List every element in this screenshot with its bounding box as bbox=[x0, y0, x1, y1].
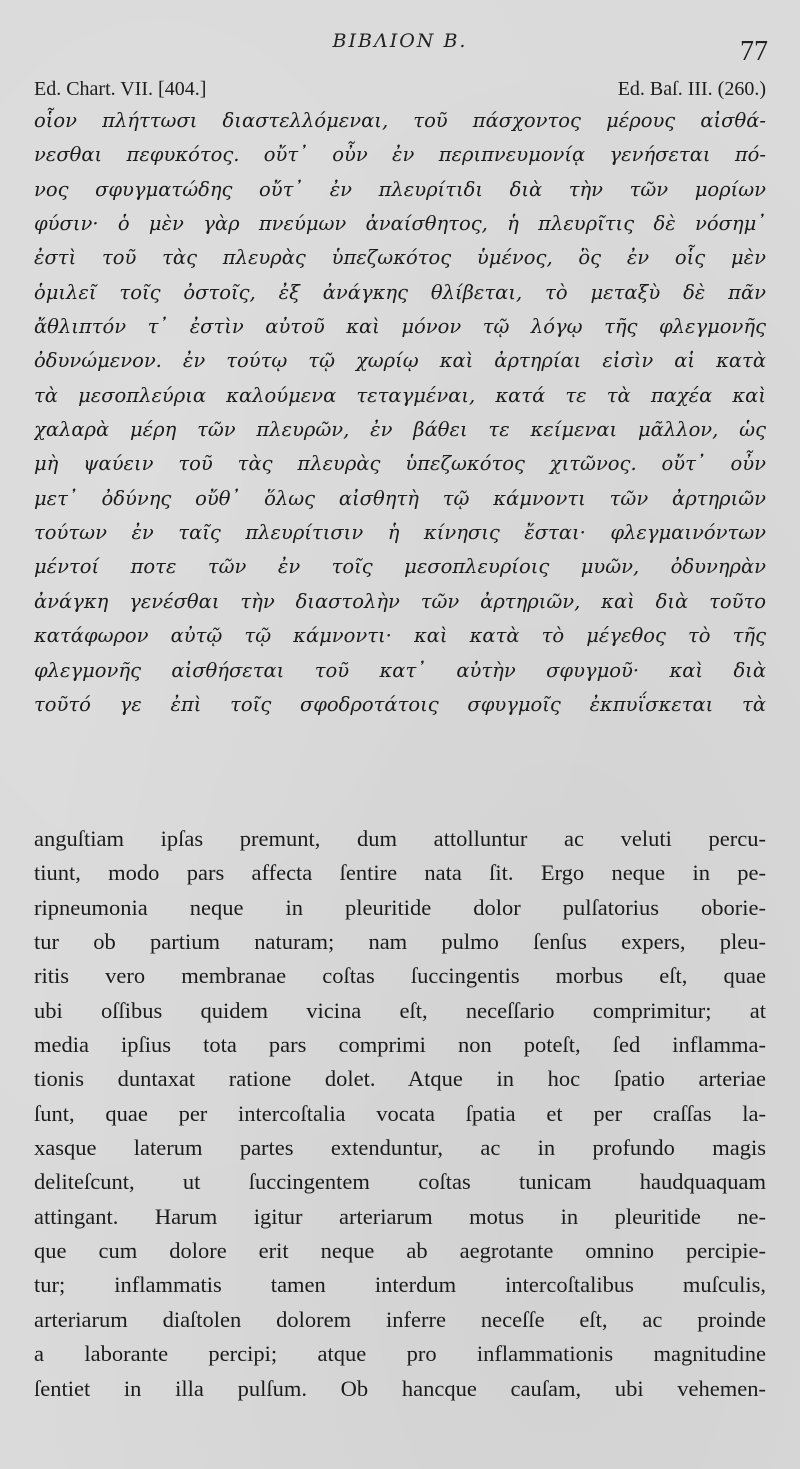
latin-line: ripneumonia neque in pleuritide dolor pulſatorius oborie- bbox=[34, 894, 766, 920]
greek-line: μετ᾽ ὀδύνης οὔθ᾽ ὅλως αἰσθητὴ τῷ κάμνοντι τῶν ἀρτηριῶν bbox=[34, 486, 766, 510]
latin-line: anguſtiam ipſas premunt, dum attolluntur ac veluti percu- bbox=[34, 826, 766, 851]
greek-line: ἀνάγκη γενέσθαι τὴν διαστολὴν τῶν ἀρτηριῶν, καὶ διὰ τοῦτο bbox=[34, 589, 766, 613]
edition-references bbox=[34, 78, 766, 106]
latin-line: arteriarum diaſtolen dolorem inferre neceſſe eſt, ac proinde bbox=[34, 1306, 766, 1332]
latin-line: que cum dolore erit neque ab aegrotante omnino percipie- bbox=[34, 1238, 766, 1264]
greek-line: ὁμιλεῖ τοῖς ὀστοῖς, ἐξ ἀνάγκης θλίβεται, τὸ μεταξὺ δὲ πᾶν bbox=[34, 280, 766, 304]
latin-line: ſunt, quae per intercoſtalia vocata ſpatia et per craſſas la- bbox=[34, 1100, 766, 1126]
latin-line: attingant. Harum igitur arteriarum motus in pleuritide ne- bbox=[34, 1203, 766, 1229]
greek-line: κατάφωρον αὐτῷ τῷ κάμνοντι· καὶ κατὰ τὸ μέγεθος τὸ τῆς bbox=[34, 624, 766, 648]
greek-line: φλεγμονῆς αἰσθήσεται τοῦ κατ᾽ αὐτὴν σφυγμοῦ· καὶ διὰ bbox=[34, 658, 766, 682]
latin-text-block bbox=[34, 822, 766, 1406]
running-title: ΒΙΒΛΙΟΝ Β. bbox=[332, 30, 468, 52]
latin-line: media ipſius tota pars comprimi non poteſt, ſed inflamma- bbox=[34, 1032, 766, 1058]
latin-line: tionis duntaxat ratione dolet. Atque in hoc ſpatio arteriae bbox=[34, 1066, 766, 1092]
latin-line: ritis vero membranae coſtas ſuccingentis morbus eſt, quae bbox=[34, 963, 766, 989]
latin-line: ſentiet in illa pulſum. Ob hancque cauſam, ubi vehemen- bbox=[34, 1375, 766, 1401]
greek-line: μέντοί ποτε τῶν ἐν τοῖς μεσοπλευρίοις μυῶν, ὀδυνηρὰν bbox=[34, 555, 766, 579]
latin-line: tur; inflammatis tamen interdum intercoſtalibus muſculis, bbox=[34, 1272, 766, 1298]
greek-line: τούτων ἐν ταῖς πλευρίτισιν ἡ κίνησις ἔσται· φλεγμαινόντων bbox=[34, 521, 766, 545]
latin-line: tiunt, modo pars affecta ſentire nata ſit. Ergo neque in pe- bbox=[34, 860, 766, 886]
latin-line: a laborante percipi; atque pro inflammationis magnitudine bbox=[34, 1341, 766, 1367]
greek-line: οἷον πλήττωσι διαστελλόμεναι, τοῦ πάσχοντος μέρους αἰσθά- bbox=[34, 109, 766, 132]
latin-line: xasque laterum partes extenduntur, ac in profundo magis bbox=[34, 1135, 766, 1161]
greek-line: μὴ ψαύειν τοῦ τὰς πλευρὰς ὑπεζωκότος χιτῶνος. οὔτ᾽ οὖν bbox=[34, 452, 766, 476]
greek-line: νεσθαι πεφυκότος. οὔτ᾽ οὖν ἐν περιπνευμονίᾳ γενήσεται πό- bbox=[34, 143, 766, 167]
greek-line: φύσιν· ὁ μὲν γὰρ πνεύμων ἀναίσθητος, ἡ πλευρῖτις δὲ νόσημ᾽ bbox=[34, 212, 766, 236]
edition-reference-basel: Ed. Baſ. III. (260.) bbox=[617, 78, 766, 100]
latin-line: ubi oſſibus quidem vicina eſt, neceſſario comprimitur; at bbox=[34, 997, 766, 1023]
greek-line: ὀδυνώμενον. ἐν τούτῳ τῷ χωρίῳ καὶ ἀρτηρίαι εἰσὶν αἱ κατὰ bbox=[34, 349, 766, 373]
latin-line: tur ob partium naturam; nam pulmo ſenſus expers, pleu- bbox=[34, 929, 766, 955]
greek-line: τοῦτό γε ἐπὶ τοῖς σφοδροτάτοις σφυγμοῖς ἐκπυΐσκεται τὰ bbox=[34, 692, 766, 716]
greek-line: χαλαρὰ μέρη τῶν πλευρῶν, ἐν βάθει τε κείμεναι μᾶλλον, ὡς bbox=[34, 418, 766, 442]
edition-reference-chart: Ed. Chart. VII. [404.] bbox=[34, 78, 207, 100]
page-number: 77 bbox=[740, 36, 768, 67]
latin-line: deliteſcunt, ut ſuccingentem coſtas tunicam haudquaquam bbox=[34, 1169, 766, 1195]
greek-line: νος σφυγματώδης οὔτ᾽ ἐν πλευρίτιδι διὰ τὴν τῶν μορίων bbox=[34, 177, 766, 201]
greek-line: τὰ μεσοπλεύρια καλούμενα τεταγμέναι, κατά τε τὰ παχέα καὶ bbox=[34, 383, 766, 407]
greek-line: ἄθλιπτόν τ᾽ ἐστὶν αὐτοῦ καὶ μόνον τῷ λόγῳ τῆς φλεγμονῆς bbox=[34, 315, 766, 339]
greek-line: ἐστὶ τοῦ τὰς πλευρὰς ὑπεζωκότος ὑμένος, ὃς ἐν οἷς μὲν bbox=[34, 246, 766, 270]
greek-text-block bbox=[34, 104, 766, 722]
